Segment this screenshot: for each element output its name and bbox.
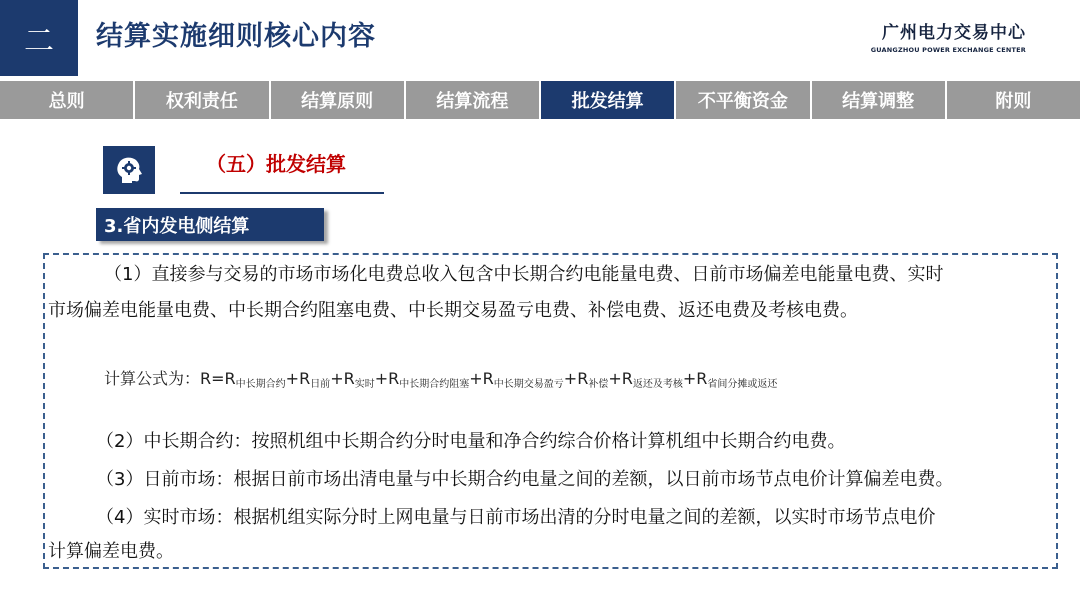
paragraph-3: （3）日前市场：根据日前市场出清电量与中长期合约电量之间的差额，以日前市场节点电价计算偏差电费。 — [96, 469, 954, 490]
formula-prefix: 计算公式为：R= — [104, 369, 225, 388]
logo-chinese-name: 广州电力交易中心 — [882, 23, 1026, 43]
formula-term: $R_{实时}$ — [343, 369, 375, 390]
logo-english-name: GUANGZHOU POWER EXCHANGE CENTER — [870, 46, 1026, 54]
tab-general[interactable]: 总则 — [0, 81, 135, 119]
tab-settlement-process[interactable]: 结算流程 — [406, 81, 541, 119]
formula-term: $R_{补偿}$ — [577, 369, 609, 390]
paragraph-1-line-2: 市场偏差电能量电费、中长期合约阻塞电费、中长期交易盈亏电费、补偿电费、返还电费及考核电费。 — [48, 300, 858, 321]
tab-settlement-adjustment[interactable]: 结算调整 — [812, 81, 947, 119]
tab-wholesale-settlement[interactable]: 批发结算 — [541, 81, 676, 119]
formula-term: $R_{省间分摊或返还}$ — [696, 369, 778, 390]
formula-term: $R_{返还及考核}$ — [621, 369, 683, 390]
settlement-formula: 计算公式为：$R=R_{中长期合约}+R_{日前}+R_{实时}+R_{中长期合约阻塞}+R_{中长期交易盈亏}+R_{补偿}+R_{返还及考核}+R_{省间分摊或返还}$ — [104, 369, 778, 390]
paragraph-2: （2）中长期合约：按照机组中长期合约分时电量和净合约综合价格计算机组中长期合约电费。 — [96, 431, 846, 452]
tab-appendix[interactable]: 附则 — [995, 91, 1032, 112]
section-number-badge — [0, 0, 78, 76]
paragraph-4-line-2: 计算偏差电费。 — [48, 541, 174, 562]
formula-term: $R_{中长期交易盈亏}$ — [482, 369, 564, 390]
section-nav-bar — [0, 81, 1080, 119]
tab-settlement-principles[interactable]: 结算原则 — [271, 81, 406, 119]
section-underline — [180, 192, 384, 194]
formula-term: $R_{中长期合约阻塞}$ — [388, 369, 470, 390]
section-title: （五）批发结算 — [206, 152, 346, 176]
organization-logo — [871, 18, 1026, 54]
formula-term: $R_{中长期合约}$ — [224, 369, 286, 390]
head-gear-icon — [103, 146, 155, 194]
tab-imbalance-funds[interactable]: 不平衡资金 — [676, 81, 811, 119]
section-number: 二 — [24, 24, 54, 59]
paragraph-1-line-1: （1）直接参与交易的市场市场化电费总收入包含中长期合约电能量电费、日前市场偏差电能量电费、实时 — [104, 264, 944, 285]
formula-term: $R_{日前}$ — [299, 369, 331, 390]
tab-rights-responsibilities[interactable]: 权利责任 — [135, 81, 270, 119]
subsection-heading: 3.省内发电侧结算 — [96, 208, 324, 241]
page-title: 结算实施细则核心内容 — [96, 21, 376, 52]
paragraph-4-line-1: （4）实时市场：根据机组实际分时上网电量与日前市场出清的分时电量之间的差额，以实时市场节点电价 — [96, 507, 936, 528]
